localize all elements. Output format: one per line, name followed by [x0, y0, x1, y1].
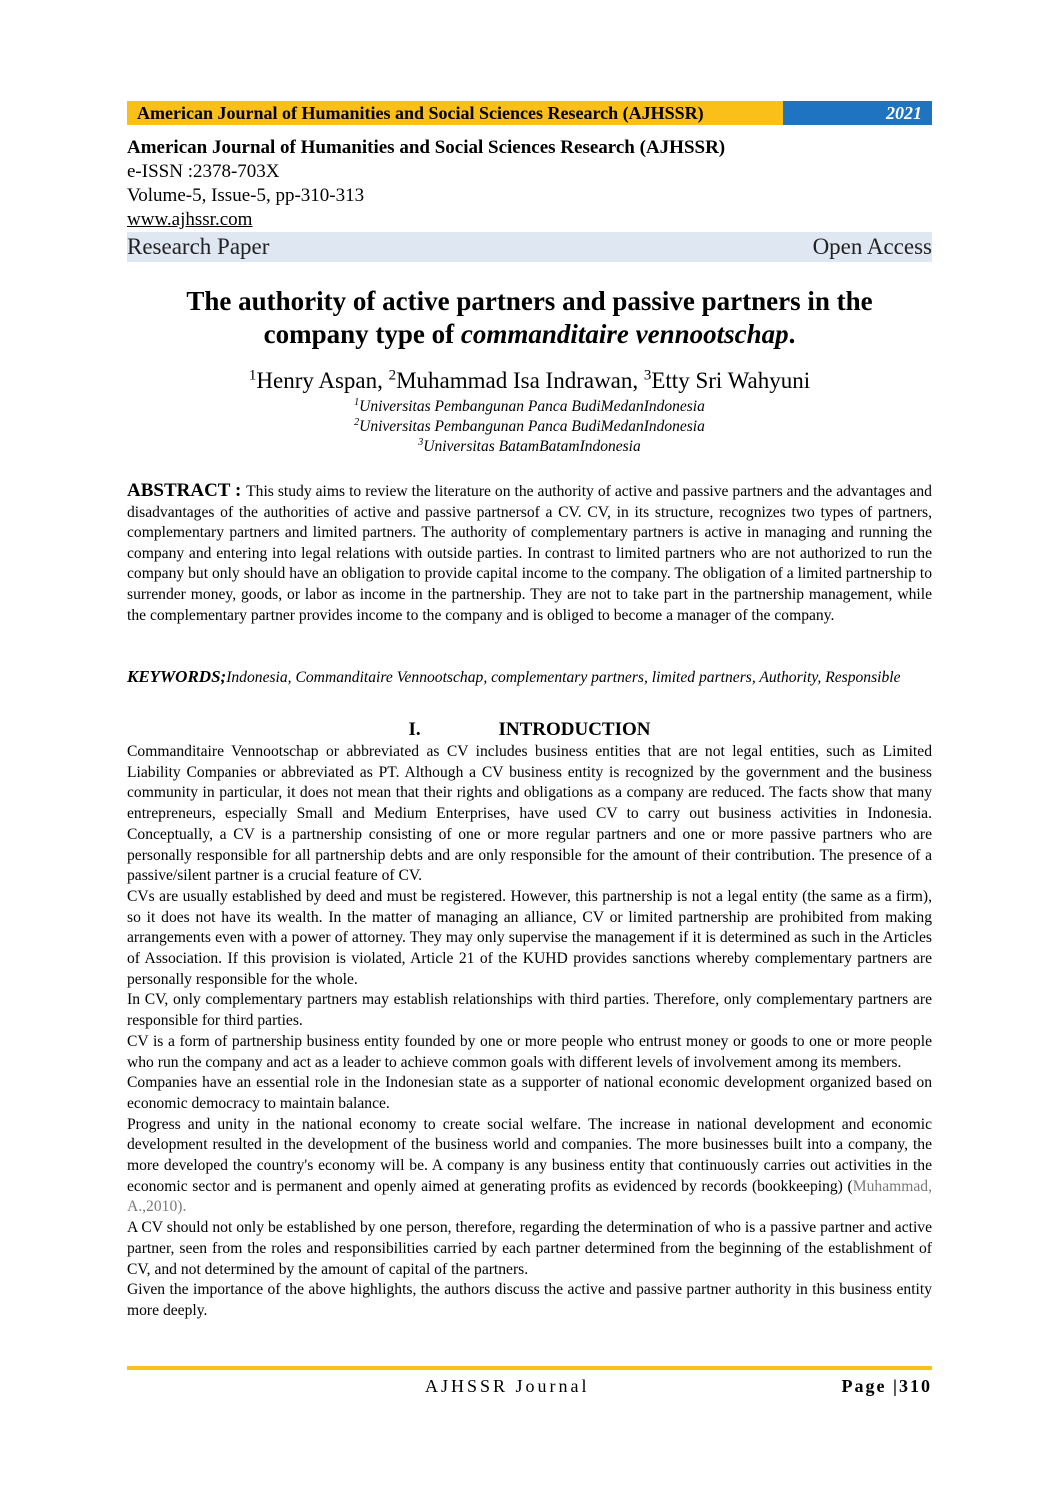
- affiliation-sup: 1: [354, 396, 360, 408]
- affiliation-text: Universitas Pembangunan Panca BudiMedanIndonesia: [359, 398, 705, 415]
- keywords-label: KEYWORDS;: [127, 667, 227, 686]
- meta-issn: e-ISSN :2378-703X: [127, 161, 280, 182]
- body-paragraph: In CV, only complementary partners may establish relationships with third parties. Therefore, only complementary partners are responsible for third parties.: [127, 991, 932, 1030]
- title-line-2: [127, 318, 932, 351]
- affiliation-text: Universitas BatamBatamIndonesia: [423, 438, 641, 455]
- body-paragraph: Given the importance of the above highlights, the authors discuss the active and passive partner authority in this business entity more deeply.: [127, 1281, 932, 1319]
- author-sup: 2: [388, 367, 397, 384]
- affiliation: [127, 417, 932, 437]
- meta-journal: American Journal of Humanities and Social Sciences Research (AJHSSR): [127, 137, 726, 158]
- body-paragraph: A CV should not only be established by one person, therefore, regarding the determination of who is a passive partner and active partner, seen from the roles and responsibilities carried by each partner determined from the beginning of the establishment of CV, and not determined by the amount of capital of the partners.: [127, 1219, 932, 1278]
- meta-url-link[interactable]: www.ajhssr.com: [127, 209, 253, 230]
- header-year: 2021: [783, 101, 932, 125]
- title-line-2-end: .: [788, 319, 796, 349]
- footer-journal: AJHSSR Journal: [425, 1376, 590, 1396]
- title-line-2-italic: commanditaire vennootschap: [460, 319, 789, 349]
- journal-meta: [127, 136, 932, 232]
- section-heading: [127, 718, 932, 742]
- body-paragraph-cited: [127, 1115, 932, 1219]
- body-paragraph: Companies have an essential role in the Indonesian state as a supporter of national economic development organized based on economic democracy to maintain balance.: [127, 1074, 932, 1112]
- cited-paragraph-text: Progress and unity in the national economy to create social welfare. The increase in national development and economic development resulted in the development of the business world and companies. The more businesses built into a company, the more developed the country's economy will be. A company is any business entity that continuously carries out activities in the economic sector and is permanent and openly aimed at generating profits as evidenced by records (bookkeeping) (: [127, 1115, 932, 1195]
- running-header: [127, 101, 932, 125]
- affiliation-list: [127, 397, 932, 457]
- author-sup: 3: [643, 367, 652, 384]
- keywords: [127, 667, 932, 689]
- citation-link[interactable]: Muhammad, A.,2010).: [127, 1177, 932, 1216]
- abstract-label: ABSTRACT :: [127, 480, 247, 501]
- author-list: [127, 367, 932, 395]
- paper-type-bar: [127, 232, 932, 262]
- footer-divider: [127, 1366, 932, 1370]
- header-journal-name: American Journal of Humanities and Social Sciences Research (AJHSSR): [127, 101, 783, 125]
- footer-page-number: Page |310: [841, 1376, 932, 1396]
- body-paragraph: CVs are usually established by deed and must be registered. However, this partnership is not a legal entity (the same as a firm), so it does not have its wealth. In the matter of managing an alliance, CV or limited partnership are prohibited from making arrangements even with a power of attorney. They may only supervise the management if it is determined as such in the Articles of Association. If this provision is violated, Article 21 of the KUHD provides sanctions whereby complementary partners are personally responsible for the whole.: [127, 887, 932, 988]
- section-number: I.: [408, 719, 421, 740]
- abstract-text: This study aims to review the literature on the authority of active and passive partners and the advantages and disadvantages of the authorities of active and passive partnersof a CV. CV, in its structure, recognizes two types of partners, complementary partners and limited partners. The authority of complementary partners is active in managing and running the company and entering into legal relations with outside parties. In contrast to limited partners who are not authorized to run the company but only should have an obligation to provide capital income to the company. The obligation of a limited partnership to surrender money, goods, or labor as income in the partnership. They are not to take part in the partnership management, while the complementary partner provides income to the company and is obliged to become a manager of the company.: [127, 483, 932, 624]
- affiliation-text: Universitas Pembangunan Panca BudiMedanIndonesia: [359, 418, 705, 435]
- affiliation: [127, 437, 932, 457]
- affiliation: [127, 397, 932, 417]
- affiliation-sup: 3: [418, 436, 424, 448]
- body-paragraph: Commanditaire Vennootschap or abbreviated as CV includes business entities that are not legal entities, such as Limited Liability Companies or abbreviated as PT. Although a CV business entity is recognized by the government and the business community in particular, it does not mean that their rights and obligations as a company are reduced. The facts show that many entrepreneurs, especially Small and Medium Enterprises, have used CV to carry out business activities in Indonesia. Conceptually, a CV is a partnership consisting of one or more regular partners and one or more passive partners who are personally responsible for all partnership debts and are only responsible for the amount of their contribution. The presence of a passive/silent partner is a crucial feature of CV.: [127, 743, 932, 885]
- author-name: Muhammad Isa Indrawan,: [396, 368, 644, 393]
- title-line-1: The authority of active partners and passive partners in the: [186, 286, 873, 316]
- body-paragraph: CV is a form of partnership business entity founded by one or more people who entrust money or goods to one or more people who run the company and act as a leader to achieve common goals with different levels of involvement among its members.: [127, 1032, 932, 1071]
- author-sup: 1: [248, 367, 257, 384]
- page-footer: [127, 1374, 932, 1398]
- paper-title: [127, 285, 932, 351]
- keywords-text: Indonesia, Commanditaire Vennootschap, complementary partners, limited partners, Authority, Responsible: [226, 669, 901, 686]
- meta-volume: Volume-5, Issue-5, pp-310-313: [127, 185, 365, 206]
- author-name: Etty Sri Wahyuni: [651, 368, 811, 393]
- paper-type: Research Paper: [127, 234, 270, 259]
- abstract: [127, 481, 932, 626]
- author-name: Henry Aspan,: [256, 368, 389, 393]
- affiliation-sup: 2: [354, 416, 360, 428]
- section-title: INTRODUCTION: [498, 719, 651, 740]
- title-line-2-plain: company type of: [263, 319, 461, 349]
- introduction-body: [127, 742, 932, 1322]
- access-type: Open Access: [812, 234, 932, 259]
